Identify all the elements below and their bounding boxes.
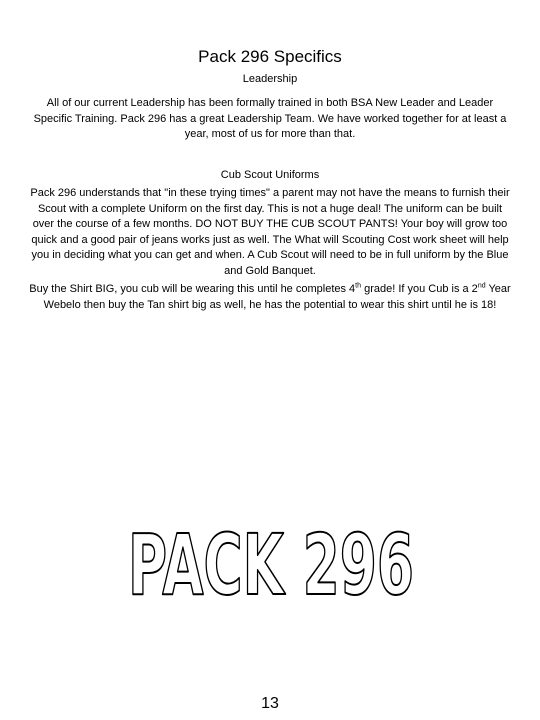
uniforms-paragraph-2-text-c: Year Webelo then buy the Tan shirt big as well, he has the potential to wear this shirt until he is 18! <box>43 283 511 311</box>
uniforms-paragraph-1: Pack 296 understands that "in these trying times" a parent may not have the means to furnish their Scout with a complete Uniform on the first day. This is not a huge deal! The uniform can be built over the course of a few months. DO NOT BUY THE CUB SCOUT PANTS! Your boy will grow too quick and a good pair of jeans works just as well. The What will Scouting Cost work sheet will help you in deciding what you can get and when. A Cub Scout will need to be in full uniform by the Blue and Gold Banquet. <box>30 187 510 277</box>
uniforms-paragraph-2-text-a: Buy the Shirt BIG, you cub will be wearing this until he completes 4 <box>29 283 356 295</box>
ordinal-superscript-nd: nd <box>477 282 486 290</box>
logo-lettering: PACK 296 <box>128 516 414 614</box>
uniforms-paragraph-2 <box>28 282 512 313</box>
uniforms-heading: Cub Scout Uniforms <box>220 169 320 181</box>
ordinal-superscript-th: th <box>355 282 362 290</box>
pack-296-logo <box>124 514 418 614</box>
uniforms-paragraph-2-text-b: grade! If you Cub is a 2 <box>361 283 478 295</box>
leadership-paragraph: All of our current Leadership has been formally trained in both BSA New Leader and Leader Specific Training. Pack 296 has a great Leadership Team. We have worked together for at least a year, most of us for more than that. <box>33 97 507 140</box>
leadership-heading: Leadership <box>242 73 298 85</box>
page-number: 13 <box>261 695 279 712</box>
page-title: Pack 296 Specifics <box>198 47 342 66</box>
